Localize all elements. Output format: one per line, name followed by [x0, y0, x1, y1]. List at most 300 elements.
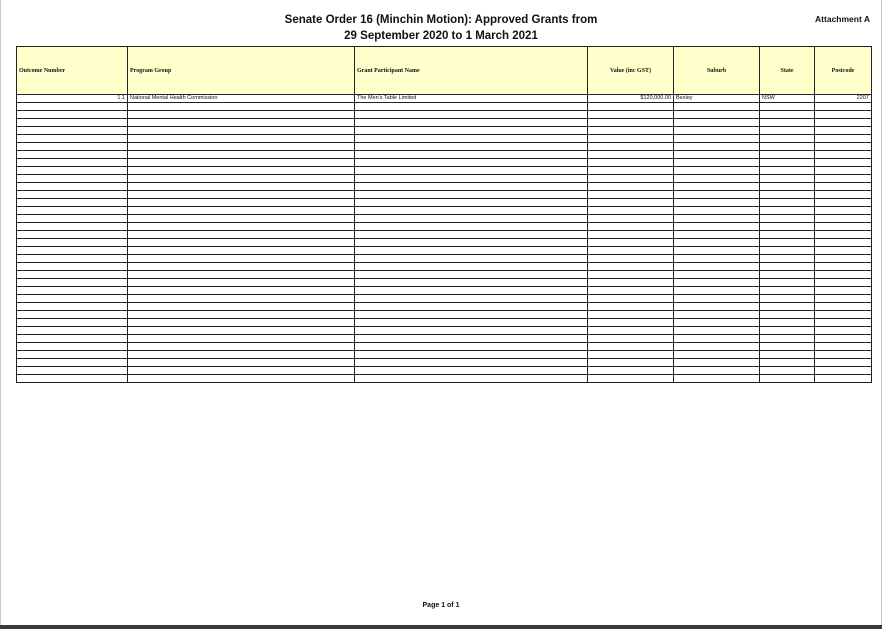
empty-cell: [355, 103, 588, 111]
empty-cell: [760, 199, 815, 207]
cell-outcome-number: 1.1: [17, 95, 128, 103]
empty-cell: [674, 159, 760, 167]
header-program-group: Program Group: [128, 47, 355, 95]
empty-cell: [128, 367, 355, 375]
empty-cell: [588, 367, 674, 375]
cell-grant-participant-name: The Men's Table Limited: [355, 95, 588, 103]
empty-cell: [588, 239, 674, 247]
empty-cell: [815, 247, 872, 255]
empty-cell: [588, 151, 674, 159]
empty-cell: [128, 255, 355, 263]
empty-cell: [760, 191, 815, 199]
empty-table-row: [17, 335, 872, 343]
empty-cell: [17, 175, 128, 183]
empty-cell: [588, 223, 674, 231]
empty-cell: [17, 135, 128, 143]
empty-cell: [355, 143, 588, 151]
empty-table-row: [17, 351, 872, 359]
empty-cell: [128, 287, 355, 295]
viewer-bottom-bar: [0, 625, 882, 629]
empty-table-row: [17, 207, 872, 215]
empty-cell: [17, 287, 128, 295]
empty-cell: [128, 231, 355, 239]
empty-cell: [674, 367, 760, 375]
empty-cell: [815, 119, 872, 127]
empty-cell: [760, 183, 815, 191]
empty-cell: [674, 151, 760, 159]
empty-cell: [760, 167, 815, 175]
empty-cell: [815, 335, 872, 343]
empty-cell: [128, 191, 355, 199]
empty-cell: [355, 207, 588, 215]
empty-cell: [17, 375, 128, 383]
empty-cell: [588, 159, 674, 167]
empty-cell: [674, 119, 760, 127]
empty-cell: [355, 223, 588, 231]
empty-cell: [674, 327, 760, 335]
empty-cell: [128, 327, 355, 335]
empty-cell: [815, 303, 872, 311]
empty-table-row: [17, 231, 872, 239]
empty-cell: [17, 103, 128, 111]
empty-table-row: [17, 183, 872, 191]
empty-cell: [355, 215, 588, 223]
empty-table-row: [17, 279, 872, 287]
empty-cell: [815, 343, 872, 351]
empty-cell: [674, 143, 760, 151]
empty-cell: [17, 183, 128, 191]
empty-cell: [588, 247, 674, 255]
empty-cell: [815, 359, 872, 367]
empty-cell: [17, 343, 128, 351]
empty-cell: [355, 367, 588, 375]
empty-table-row: [17, 143, 872, 151]
empty-cell: [588, 175, 674, 183]
empty-cell: [760, 287, 815, 295]
cell-postcode: 2207: [815, 95, 872, 103]
empty-cell: [815, 191, 872, 199]
empty-cell: [588, 327, 674, 335]
empty-cell: [674, 263, 760, 271]
empty-cell: [674, 135, 760, 143]
empty-table-row: [17, 111, 872, 119]
empty-cell: [355, 119, 588, 127]
empty-cell: [355, 135, 588, 143]
empty-cell: [674, 239, 760, 247]
empty-cell: [815, 223, 872, 231]
header-state: State: [760, 47, 815, 95]
empty-cell: [128, 247, 355, 255]
empty-table-row: [17, 327, 872, 335]
empty-cell: [355, 239, 588, 247]
attachment-label: Attachment A: [815, 14, 870, 24]
empty-cell: [17, 127, 128, 135]
empty-cell: [355, 271, 588, 279]
empty-table-row: [17, 367, 872, 375]
empty-cell: [760, 319, 815, 327]
empty-cell: [128, 199, 355, 207]
empty-cell: [815, 159, 872, 167]
empty-table-row: [17, 359, 872, 367]
empty-cell: [355, 167, 588, 175]
empty-cell: [588, 135, 674, 143]
empty-cell: [815, 215, 872, 223]
empty-table-row: [17, 271, 872, 279]
empty-cell: [674, 215, 760, 223]
empty-cell: [128, 223, 355, 231]
empty-cell: [128, 119, 355, 127]
empty-table-row: [17, 127, 872, 135]
empty-cell: [355, 319, 588, 327]
empty-cell: [760, 327, 815, 335]
empty-table-row: [17, 255, 872, 263]
empty-cell: [674, 247, 760, 255]
empty-cell: [815, 103, 872, 111]
cell-program-group: National Mental Health Commission: [128, 95, 355, 103]
empty-cell: [128, 351, 355, 359]
empty-cell: [588, 119, 674, 127]
empty-cell: [674, 231, 760, 239]
header-suburb: Suburb: [674, 47, 760, 95]
empty-cell: [355, 311, 588, 319]
empty-cell: [588, 319, 674, 327]
empty-cell: [17, 303, 128, 311]
empty-cell: [17, 311, 128, 319]
empty-cell: [588, 335, 674, 343]
empty-table-row: [17, 287, 872, 295]
empty-table-row: [17, 175, 872, 183]
empty-cell: [815, 287, 872, 295]
empty-cell: [760, 271, 815, 279]
empty-cell: [815, 271, 872, 279]
empty-cell: [815, 367, 872, 375]
empty-cell: [760, 159, 815, 167]
empty-cell: [815, 135, 872, 143]
empty-cell: [588, 295, 674, 303]
empty-cell: [760, 207, 815, 215]
empty-cell: [17, 111, 128, 119]
empty-cell: [588, 167, 674, 175]
empty-cell: [674, 167, 760, 175]
empty-cell: [760, 119, 815, 127]
empty-cell: [760, 255, 815, 263]
empty-cell: [355, 303, 588, 311]
empty-cell: [355, 279, 588, 287]
empty-table-row: [17, 375, 872, 383]
empty-table-row: [17, 151, 872, 159]
empty-cell: [355, 127, 588, 135]
empty-cell: [355, 183, 588, 191]
empty-cell: [760, 303, 815, 311]
empty-cell: [128, 375, 355, 383]
empty-cell: [17, 351, 128, 359]
empty-cell: [760, 367, 815, 375]
empty-cell: [760, 351, 815, 359]
empty-cell: [588, 231, 674, 239]
empty-cell: [674, 191, 760, 199]
table-row: [17, 95, 872, 103]
empty-cell: [815, 111, 872, 119]
empty-cell: [355, 255, 588, 263]
empty-cell: [760, 127, 815, 135]
empty-cell: [17, 143, 128, 151]
empty-cell: [17, 335, 128, 343]
empty-cell: [17, 359, 128, 367]
empty-cell: [588, 215, 674, 223]
empty-cell: [128, 319, 355, 327]
empty-cell: [355, 351, 588, 359]
empty-cell: [355, 151, 588, 159]
empty-cell: [128, 159, 355, 167]
empty-cell: [355, 263, 588, 271]
empty-cell: [588, 287, 674, 295]
empty-cell: [760, 151, 815, 159]
empty-cell: [760, 359, 815, 367]
empty-cell: [815, 327, 872, 335]
empty-table-row: [17, 239, 872, 247]
empty-cell: [815, 151, 872, 159]
empty-cell: [674, 287, 760, 295]
empty-cell: [588, 199, 674, 207]
empty-table-row: [17, 167, 872, 175]
empty-cell: [588, 279, 674, 287]
empty-cell: [588, 359, 674, 367]
empty-table-row: [17, 247, 872, 255]
empty-cell: [760, 247, 815, 255]
empty-table-row: [17, 343, 872, 351]
empty-cell: [674, 359, 760, 367]
empty-cell: [128, 127, 355, 135]
empty-cell: [17, 295, 128, 303]
empty-cell: [128, 239, 355, 247]
empty-cell: [674, 127, 760, 135]
header-grant-participant-name: Grant Participant Name: [355, 47, 588, 95]
empty-cell: [355, 375, 588, 383]
empty-cell: [355, 175, 588, 183]
empty-cell: [815, 351, 872, 359]
empty-table-row: [17, 311, 872, 319]
empty-cell: [815, 311, 872, 319]
empty-cell: [674, 319, 760, 327]
empty-cell: [355, 199, 588, 207]
empty-cell: [588, 111, 674, 119]
empty-table-row: [17, 159, 872, 167]
empty-cell: [760, 343, 815, 351]
empty-cell: [815, 375, 872, 383]
empty-cell: [674, 111, 760, 119]
empty-cell: [588, 343, 674, 351]
empty-table-row: [17, 103, 872, 111]
empty-cell: [674, 183, 760, 191]
empty-cell: [355, 343, 588, 351]
empty-cell: [760, 135, 815, 143]
empty-cell: [128, 303, 355, 311]
empty-cell: [674, 343, 760, 351]
empty-cell: [17, 167, 128, 175]
empty-cell: [128, 311, 355, 319]
empty-cell: [588, 191, 674, 199]
empty-cell: [588, 351, 674, 359]
empty-cell: [760, 375, 815, 383]
empty-cell: [674, 335, 760, 343]
empty-cell: [760, 279, 815, 287]
empty-cell: [760, 175, 815, 183]
empty-cell: [815, 127, 872, 135]
empty-cell: [17, 151, 128, 159]
empty-cell: [17, 319, 128, 327]
empty-cell: [760, 311, 815, 319]
empty-cell: [17, 327, 128, 335]
empty-cell: [760, 111, 815, 119]
header-outcome-number: Outcome Number: [17, 47, 128, 95]
empty-cell: [588, 127, 674, 135]
empty-cell: [128, 135, 355, 143]
empty-cell: [588, 271, 674, 279]
empty-cell: [674, 303, 760, 311]
empty-cell: [815, 167, 872, 175]
empty-table-row: [17, 223, 872, 231]
empty-cell: [815, 319, 872, 327]
empty-cell: [128, 111, 355, 119]
empty-cell: [17, 223, 128, 231]
page-number: Page 1 of 1: [422, 602, 460, 609]
empty-cell: [355, 247, 588, 255]
empty-cell: [17, 119, 128, 127]
empty-table-row: [17, 303, 872, 311]
cell-value: $120,000.00: [588, 95, 674, 103]
empty-cell: [674, 199, 760, 207]
empty-cell: [128, 151, 355, 159]
empty-cell: [815, 295, 872, 303]
empty-cell: [815, 239, 872, 247]
empty-cell: [17, 215, 128, 223]
empty-cell: [588, 263, 674, 271]
empty-cell: [588, 103, 674, 111]
header-value: Value (inc GST): [588, 47, 674, 95]
empty-cell: [128, 271, 355, 279]
empty-cell: [17, 191, 128, 199]
empty-cell: [674, 351, 760, 359]
empty-cell: [128, 103, 355, 111]
empty-cell: [128, 143, 355, 151]
document-title-line-2: 29 September 2020 to 1 March 2021: [344, 30, 538, 42]
empty-cell: [674, 375, 760, 383]
empty-cell: [355, 111, 588, 119]
empty-cell: [17, 199, 128, 207]
empty-cell: [674, 255, 760, 263]
empty-cell: [588, 311, 674, 319]
empty-cell: [17, 263, 128, 271]
empty-table-row: [17, 199, 872, 207]
empty-cell: [128, 207, 355, 215]
empty-cell: [815, 199, 872, 207]
empty-cell: [760, 295, 815, 303]
empty-cell: [588, 375, 674, 383]
empty-cell: [128, 279, 355, 287]
empty-cell: [17, 231, 128, 239]
empty-cell: [17, 271, 128, 279]
empty-cell: [355, 359, 588, 367]
empty-cell: [588, 255, 674, 263]
empty-table-row: [17, 135, 872, 143]
empty-cell: [760, 215, 815, 223]
empty-cell: [128, 175, 355, 183]
empty-cell: [760, 335, 815, 343]
empty-table-row: [17, 119, 872, 127]
empty-cell: [674, 207, 760, 215]
empty-cell: [588, 303, 674, 311]
empty-cell: [355, 231, 588, 239]
empty-cell: [128, 215, 355, 223]
table-header-row: [17, 47, 872, 95]
document-title-line-1: Senate Order 16 (Minchin Motion): Approved Grants from: [284, 14, 598, 26]
empty-cell: [588, 207, 674, 215]
empty-cell: [760, 263, 815, 271]
empty-cell: [17, 247, 128, 255]
cell-suburb: Bexley: [674, 95, 760, 103]
empty-cell: [355, 159, 588, 167]
empty-cell: [128, 183, 355, 191]
empty-cell: [355, 335, 588, 343]
empty-cell: [815, 207, 872, 215]
empty-cell: [17, 239, 128, 247]
empty-cell: [128, 359, 355, 367]
header-postcode: Postcode: [815, 47, 872, 95]
empty-cell: [128, 343, 355, 351]
empty-cell: [674, 103, 760, 111]
empty-cell: [17, 367, 128, 375]
empty-cell: [674, 311, 760, 319]
empty-cell: [17, 279, 128, 287]
empty-cell: [760, 239, 815, 247]
empty-table-row: [17, 319, 872, 327]
empty-cell: [355, 295, 588, 303]
empty-table-row: [17, 215, 872, 223]
empty-cell: [355, 191, 588, 199]
empty-cell: [674, 271, 760, 279]
empty-cell: [674, 295, 760, 303]
empty-table-row: [17, 191, 872, 199]
cell-state: NSW: [760, 95, 815, 103]
empty-cell: [815, 175, 872, 183]
empty-cell: [815, 143, 872, 151]
empty-cell: [128, 263, 355, 271]
empty-cell: [128, 295, 355, 303]
empty-cell: [760, 223, 815, 231]
empty-cell: [760, 231, 815, 239]
empty-cell: [674, 175, 760, 183]
empty-cell: [674, 279, 760, 287]
empty-cell: [128, 335, 355, 343]
grants-table: [16, 46, 872, 383]
empty-cell: [760, 103, 815, 111]
empty-cell: [815, 255, 872, 263]
empty-cell: [17, 159, 128, 167]
empty-cell: [815, 183, 872, 191]
empty-cell: [355, 287, 588, 295]
empty-table-row: [17, 295, 872, 303]
empty-cell: [815, 263, 872, 271]
empty-cell: [355, 327, 588, 335]
empty-cell: [588, 183, 674, 191]
empty-cell: [128, 167, 355, 175]
empty-cell: [815, 231, 872, 239]
empty-cell: [17, 255, 128, 263]
empty-table-row: [17, 263, 872, 271]
empty-cell: [815, 279, 872, 287]
empty-cell: [588, 143, 674, 151]
empty-cell: [760, 143, 815, 151]
